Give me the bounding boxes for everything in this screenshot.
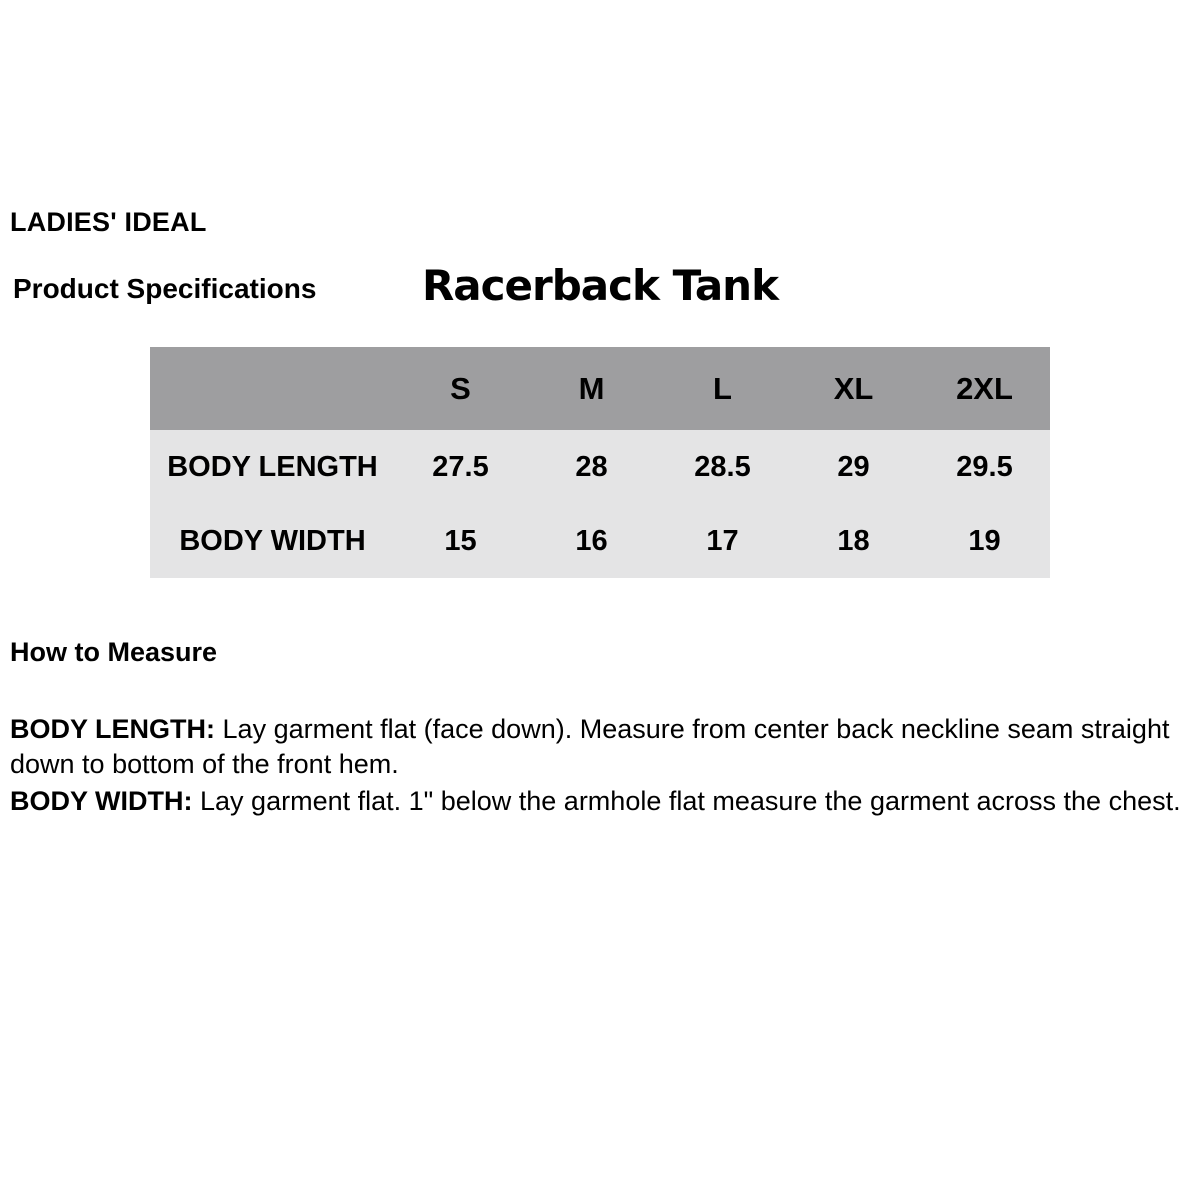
row-label: BODY LENGTH [167,450,378,483]
instruction-body-width [10,784,1196,819]
measure-instructions [10,712,1196,819]
size-col-header-s: S [450,370,471,406]
size-col-header-l: L [713,370,732,406]
instruction-term: BODY LENGTH: [10,714,216,744]
cell-value: 27.5 [432,450,489,483]
size-col-header-2xl: 2XL [956,370,1013,406]
how-to-measure-heading: How to Measure [10,637,218,667]
size-col-header-xl: XL [833,370,874,406]
row-label: BODY WIDTH [179,524,366,557]
cell-value: 19 [968,524,1001,557]
cell-value: 28.5 [694,450,751,483]
cell-value: 16 [575,524,608,557]
cell-value: 29 [837,450,870,483]
section-title: Product Specifications [13,273,317,304]
instruction-text: Lay garment flat (face down). Measure from center back neckline seam straight down to bottom of the front hem. [10,714,1170,779]
table-corner-cell [150,347,395,430]
instruction-body-length [10,712,1196,782]
size-col-header-m: M [578,370,605,406]
cell-value: 28 [575,450,608,483]
cell-value: 15 [444,524,477,557]
cell-value: 18 [837,524,870,557]
size-header-row [150,347,1050,430]
table-row-body-length [150,430,1050,504]
instruction-text: Lay garment flat. 1" below the armhole flat measure the garment across the chest. [200,786,1181,816]
product-title: Racerback Tank [421,261,779,310]
cell-value: 17 [706,524,739,557]
instruction-term: BODY WIDTH: [10,786,193,816]
size-spec-table [150,347,1050,578]
brand-label: LADIES' IDEAL [10,207,207,237]
table-row-body-width [150,504,1050,578]
cell-value: 29.5 [956,450,1013,483]
